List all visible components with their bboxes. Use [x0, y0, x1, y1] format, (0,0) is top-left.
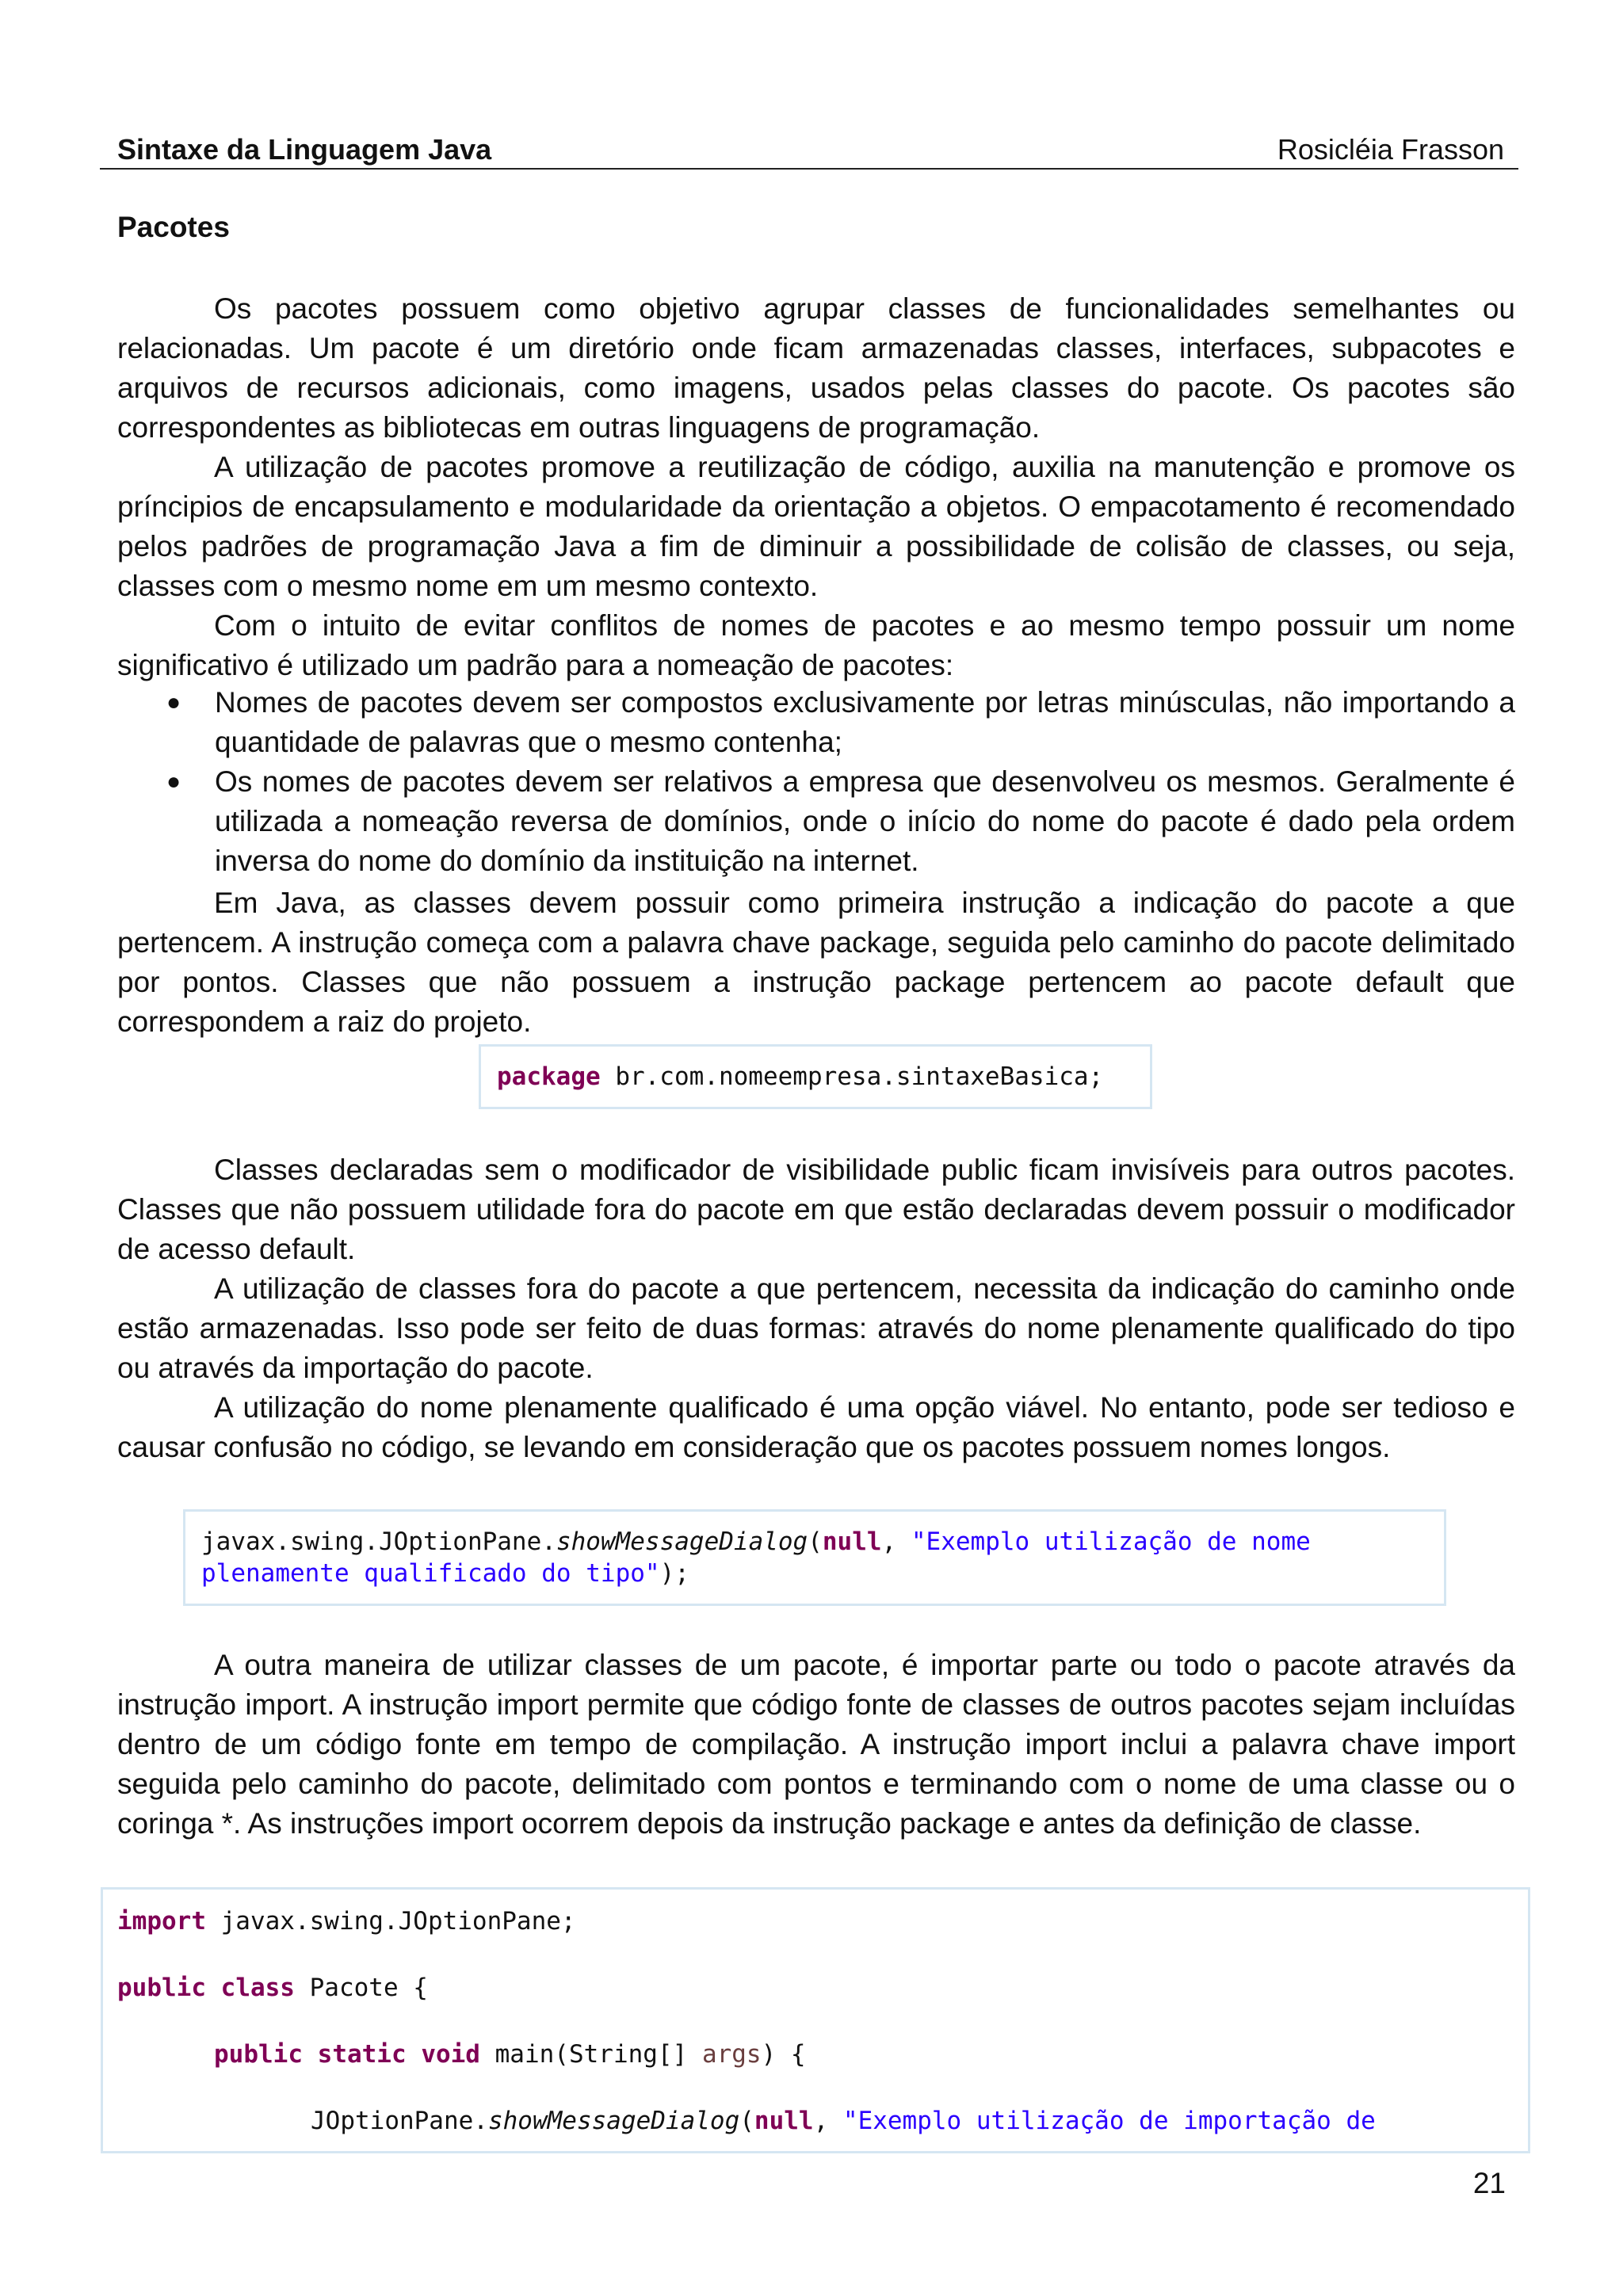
code-keyword: static [317, 2040, 407, 2069]
code-keyword: class [220, 1974, 295, 2002]
code-method: showMessageDialog [556, 1527, 808, 1556]
code-line [201, 1527, 1311, 1556]
code-keyword: void [421, 2040, 480, 2069]
code-text: main(String[] [479, 2040, 702, 2069]
code-line [117, 1974, 428, 2002]
code-keyword: package [497, 1062, 601, 1091]
code-keyword: import [117, 1907, 206, 1936]
paragraph-3: Com o intuito de evitar conflitos de nomes de pacotes e ao mesmo tempo possuir um nome significativo é utilizado um padrão para a nomeação de pacotes: [117, 609, 1515, 681]
code-line [497, 1062, 1103, 1091]
code-line [201, 1559, 689, 1588]
code-line [214, 2040, 806, 2069]
code-block-import [101, 1887, 1530, 2153]
code-keyword: null [754, 2107, 814, 2135]
paragraph-8: A outra maneira de utilizar classes de um pacote, é importar parte ou todo o pacote através da instrução import. A instrução import permite que código fonte de classes de outros pacotes sejam incluídas dentro de um código fonte em tempo de compilação. A instrução import inclui a palavra chave import seguida pelo caminho do pacote, delimitado com pontos e terminando com o nome de uma classe ou o coringa *. As instruções import ocorrem depois da instrução package e antes da definição de classe. [117, 1649, 1515, 1840]
code-text: javax.swing.JOptionPane; [205, 1907, 576, 1936]
code-keyword: public [214, 2040, 303, 2069]
paragraph-7: A utilização do nome plenamente qualificado é uma opção viável. No entanto, pode ser tedioso e causar confusão no código, se levando em consideração que os pacotes possuem nomes longos. [117, 1391, 1515, 1463]
code-text: ) { [761, 2040, 806, 2069]
page-number: 21 [1472, 2167, 1506, 2199]
bullet-icon: ● [166, 769, 181, 795]
code-line [117, 1907, 576, 1936]
code-block-qualified-name [183, 1509, 1446, 1606]
header-title: Sintaxe da Linguagem Java [117, 133, 492, 166]
paragraph-4: Em Java, as classes devem possuir como primeira instrução a indicação do pacote a que pertencem. A instrução começa com a palavra chave package, seguida pelo caminho do pacote delimitado por pontos. Classes que não possuem a instrução package pertencem ao pacote default que correspondem a raiz do projeto. [117, 887, 1515, 1038]
code-text: Pacote { [294, 1974, 428, 2002]
list-item-text: Nomes de pacotes devem ser compostos exclusivamente por letras minúsculas, não importando a quantidade de palavras que o mesmo contenha; [215, 686, 1515, 758]
code-text: ( [739, 2107, 754, 2135]
paragraph-5: Classes declaradas sem o modificador de visibilidade public ficam invisíveis para outros pacotes. Classes que não possuem utilidade fora do pacote em que estão declaradas devem possuir o modificador de acesso default. [117, 1154, 1515, 1265]
code-block-package [479, 1044, 1152, 1109]
paragraph-6: A utilização de classes fora do pacote a que pertencem, necessita da indicação do caminho onde estão armazenadas. Isso pode ser feito de duas formas: através do nome plenamente qualificado do tipo ou através da importação do pacote. [117, 1272, 1515, 1384]
code-string: "Exemplo utilização de importação de [842, 2107, 1376, 2135]
code-method: showMessageDialog [487, 2107, 740, 2135]
code-text: br.com.nomeempresa.sintaxeBasica; [600, 1062, 1104, 1091]
header-author: Rosicléia Frasson [1277, 133, 1504, 166]
naming-rules-list [117, 683, 1515, 881]
paragraph-1: Os pacotes possuem como objetivo agrupar classes de funcionalidades semelhantes ou relacionadas. Um pacote é um diretório onde ficam armazenadas classes, interfaces, subpacotes e arquivos de recursos adicionais, como imagens, usados pelas classes do pacote. Os pacotes são correspondentes as bibliotecas em outras linguagens de programação. [117, 292, 1515, 444]
page-header [100, 133, 1518, 170]
code-text: , [813, 2107, 843, 2135]
list-item [117, 762, 1515, 881]
code-text: ( [808, 1527, 823, 1556]
code-keyword: public [117, 1974, 206, 2002]
bullet-icon: ● [166, 689, 181, 715]
code-keyword: null [822, 1527, 882, 1556]
list-item-text: Os nomes de pacotes devem ser relativos a empresa que desenvolveu os mesmos. Geralmente é utilizada a nomeação reversa de domínios, onde o início do nome do pacote é dado pela ordem inversa do nome do domínio da instituição na internet. [215, 765, 1515, 877]
code-line [311, 2107, 1376, 2135]
code-string: "Exemplo utilização de nome [911, 1527, 1311, 1556]
paragraph-2: A utilização de pacotes promove a reutilização de código, auxilia na manutenção e promove os príncipios de encapsulamento e modularidade da orientação a objetos. O empacotamento é recomendado pelos padrões de programação Java a fim de diminuir a possibilidade de colisão de classes, ou seja, classes com o mesmo nome em um mesmo contexto. [117, 451, 1515, 602]
code-text: javax.swing.JOptionPane. [201, 1527, 556, 1556]
code-string: plenamente qualificado do tipo" [201, 1559, 660, 1588]
code-argument: args [701, 2040, 762, 2069]
list-item [117, 683, 1515, 762]
section-title: Pacotes [117, 211, 230, 243]
code-text: ); [659, 1559, 689, 1588]
code-text: JOptionPane. [311, 2107, 488, 2135]
code-text: , [881, 1527, 911, 1556]
